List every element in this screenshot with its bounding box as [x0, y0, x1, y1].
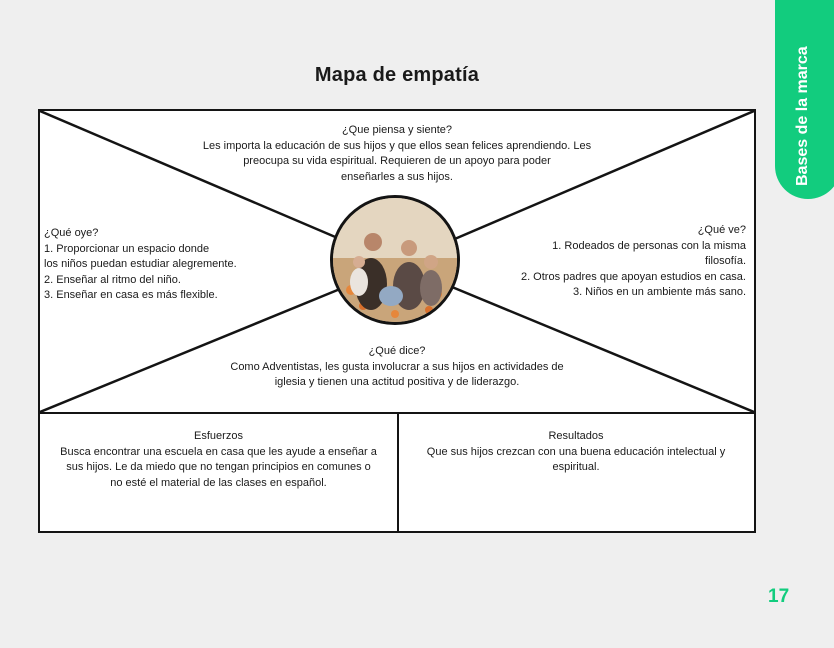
thinks-section	[180, 123, 614, 185]
results-line: Que sus hijos crezcan con una buena educación intelectual y	[426, 445, 726, 458]
results-line: espiritual.	[552, 461, 600, 473]
hears-line: 3. Enseñar en casa es más flexible.	[44, 289, 218, 301]
column-divider	[397, 412, 399, 531]
thinks-heading: ¿Que piensa y siente?	[341, 124, 453, 136]
hears-line: 2. Enseñar al ritmo del niño.	[44, 273, 181, 286]
hears-section	[44, 226, 284, 304]
efforts-line: Busca encontrar una escuela en casa que les ayude a enseñar a	[60, 445, 377, 458]
side-tab-label: Bases de la marca	[794, 46, 811, 186]
hears-heading: ¿Qué oye?	[44, 227, 99, 239]
says-line: Como Adventistas, les gusta involucrar a sus hijos en actividades de	[230, 360, 564, 373]
hears-line: los niños puedan estudiar alegremente.	[44, 258, 237, 270]
empathy-map	[38, 109, 756, 533]
efforts-heading: Esfuerzos	[194, 430, 243, 442]
sees-line: 2. Otros padres que apoyan estudios en casa.	[520, 270, 746, 283]
sees-line: filosofía.	[705, 255, 746, 267]
thinks-line: Les importa la educación de sus hijos y que ellos sean felices aprendiendo. Les	[202, 139, 592, 152]
family-photo	[330, 195, 460, 325]
says-line: iglesia y tienen una actitud positiva y de liderazgo.	[274, 376, 520, 388]
sees-section	[486, 223, 746, 301]
results-section	[404, 429, 748, 476]
thinks-line: enseñarles a sus hijos.	[341, 170, 453, 183]
efforts-line: sus hijos. Le da miedo que no tengan principios en comunes o	[66, 461, 371, 473]
says-heading: ¿Qué dice?	[368, 345, 426, 357]
sees-line: 1. Rodeados de personas con la misma	[552, 239, 746, 252]
efforts-line: no esté el material de las clases en español.	[110, 476, 327, 489]
sees-line: 3. Niños en un ambiente más sano.	[572, 286, 746, 298]
page-title: Mapa de empatía	[314, 64, 480, 86]
thinks-line: preocupa su vida espiritual. Requieren de un apoyo para poder	[243, 155, 551, 167]
says-section	[190, 344, 604, 391]
page-number: 17	[768, 586, 790, 607]
hears-line: 1. Proporcionar un espacio donde	[44, 242, 210, 255]
efforts-section	[46, 429, 391, 491]
sees-heading: ¿Qué ve?	[697, 224, 746, 236]
results-heading: Resultados	[548, 430, 604, 442]
family-photo-illustration	[333, 198, 457, 322]
